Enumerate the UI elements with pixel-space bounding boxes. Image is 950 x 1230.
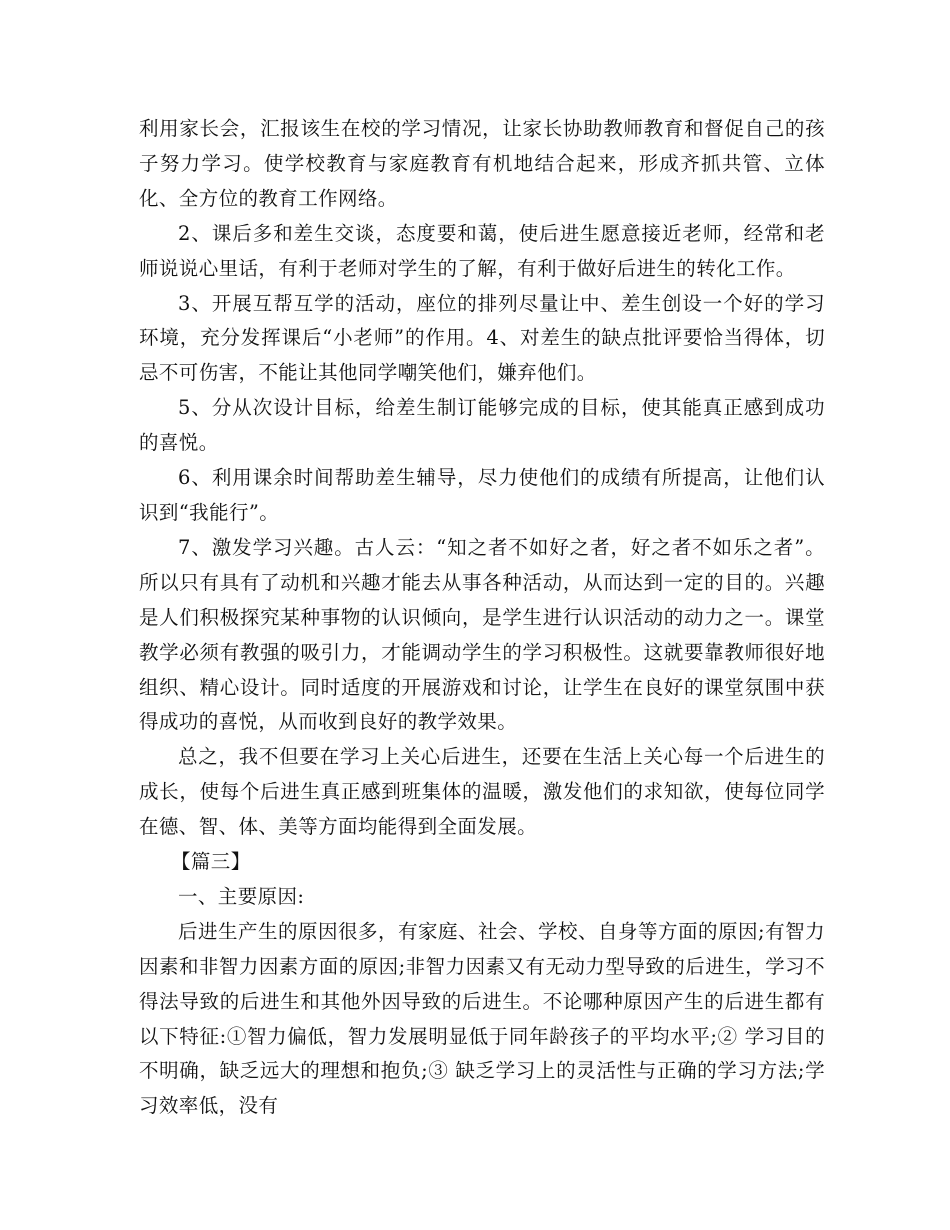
paragraph-parent-meeting: 利用家长会，汇报该生在校的学习情况，让家长协助教师教育和督促自己的孩子努力学习。使学校教育与家庭教育有机地结合起来，形成齐抓共管、立体化、全方位的教育工作网络。 <box>139 117 825 210</box>
paragraph-item-7: 7、激发学习兴趣。古人云：“知之者不如好之者，好之者不如乐之者”。所以只有具有了动机和兴趣才能去从事各种活动，从而达到一定的目的。兴趣是人们积极探究某种事物的认识倾向，是学生进行认识活动的动力之一。课堂教学必须有教强的吸引力，才能调动学生的学习积极性。这就要靠教师很好地组织、精心设计。同时适度的开展游戏和讨论，让学生在良好的课堂氛围中获得成功的喜悦，从而收到良好的教学效果。 <box>139 535 825 734</box>
paragraph-summary: 总之，我不但要在学习上关心后进生，还要在生活上关心每一个后进生的成长，使每个后进生真正感到班集体的温暖，激发他们的求知欲，使每位同学在德、智、体、美等方面均能得到全面发展。 <box>139 745 825 839</box>
document-body <box>139 112 825 1124</box>
paragraph-item-5: 5、分从次设计目标，给差生制订能够完成的目标，使其能真正感到成功的喜悦。 <box>139 396 825 455</box>
paragraph-item-3-4: 3、开展互帮互学的活动，座位的排列尽量让中、差生创设一个好的学习环境，充分发挥课后“小老师”的作用。4、对差生的缺点批评要恰当得体，切忌不可伤害，不能让其他同学嘲笑他们，嫌弃他们。 <box>139 291 825 385</box>
paragraph-item-6: 6、利用课余时间帮助差生辅导，尽力使他们的成绩有所提高，让他们认识到“我能行”。 <box>139 466 825 524</box>
paragraph-item-2: 2、课后多和差生交谈，态度要和蔼，使后进生愿意接近老师，经常和老师说说心里话，有利于老师对学生的了解，有利于做好后进生的转化工作。 <box>139 221 825 280</box>
subsection-heading: 一、主要原因: <box>178 884 305 908</box>
section-heading: 【篇三】 <box>171 850 251 874</box>
paragraph-causes: 后进生产生的原因很多，有家庭、社会、学校、自身等方面的原因;有智力因素和非智力因素方面的原因;非智力因素又有无动力型导致的后进生，学习不得法导致的后进生和其他外因导致的后进生。不论哪种原因产生的后进生都有以下特征:①智力偏低，智力发展明显低于同年龄孩子的平均水平;② 学习目的不明确，缺乏远大的理想和抱负;③ 缺乏学习上的灵活性与正确的学习方法;学习效率低，没有 <box>139 919 825 1118</box>
